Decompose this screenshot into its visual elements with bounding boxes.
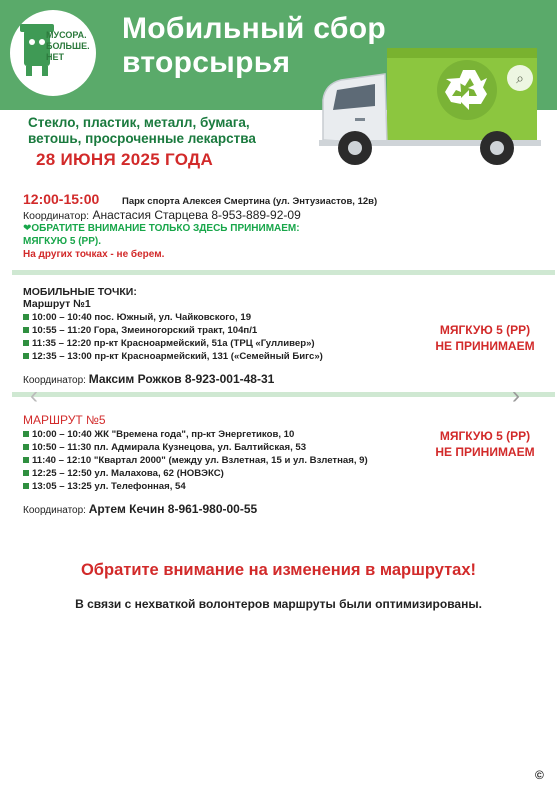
notice-line: МЯГКУЮ 5 (РР). [23,236,101,247]
divider [12,392,555,397]
list-item: 10:00 – 10:40 ЖК "Времена года", пр-кт Энергетиков, 10 [23,428,294,441]
list-item: 10:55 – 11:20 Гора, Змеиногорский тракт, 104п/1 [23,324,257,337]
route1-coordinator: Координатор: Максим Рожков 8-923-001-48-31 [23,372,275,386]
subtitle: Стекло, пластик, металл, бумага, ветошь, просроченные лекарства [28,115,256,146]
chevron-right-icon[interactable]: › [512,382,520,409]
route1-title: Маршрут №1 [23,298,91,310]
fixed-point-place: Парк спорта Алексея Смертина (ул. Энтузиастов, 12в) [122,196,378,207]
mobile-points-title: МОБИЛЬНЫЕ ТОЧКИ: [23,286,137,298]
notice-line: На других точках - не берем. [23,249,165,260]
warning-heading: Обратите внимание на изменения в маршрутах! [80,561,477,579]
list-item: 12:35 – 13:00 пр-кт Красноармейский, 131 («Семейный Бигс») [23,350,323,363]
notice-line: ❤ОБРАТИТЕ ВНИМАНИЕ ТОЛЬКО ЗДЕСЬ ПРИНИМАЕМ: [23,223,300,234]
logo-text: МУСОРА. БОЛЬШЕ. НЕТ [46,30,90,62]
list-item: 11:35 – 12:20 пр-кт Красноармейский, 51а (ТРЦ «Гулливер») [23,337,315,350]
page-title: Мобильный сбор вторсырья [122,12,386,79]
fixed-point-coordinator: Координатор: Анастасия Старцева 8-953-889-92-09 [23,208,301,222]
info-text: В связи с нехваткой волонтеров маршруты были оптимизированы. [75,597,482,611]
truck-icon [315,40,547,170]
fixed-point-time: 12:00-15:00 [23,191,100,207]
list-item: 13:05 – 13:25 ул. Телефонная, 54 [23,480,186,493]
list-item: 11:40 – 12:10 "Квартал 2000" (между ул. Взлетная, 15 и ул. Взлетная, 9) [23,454,368,467]
route1-reject-note: МЯГКУЮ 5 (РР) НЕ ПРИНИМАЕМ [435,323,535,353]
route5-coordinator: Координатор: Артем Кечин 8-961-980-00-55 [23,502,258,516]
list-item: 10:50 – 11:30 пл. Адмирала Кузнецова, ул. Балтийская, 53 [23,441,306,454]
copyright-mark: © [535,768,544,782]
route5-reject-note: МЯГКУЮ 5 (РР) НЕ ПРИНИМАЕМ [435,429,535,459]
list-item: 10:00 – 10:40 пос. Южный, ул. Чайковского, 19 [23,311,251,324]
scan-icon[interactable]: ⌕ [507,65,533,91]
recycle-icon [437,60,497,120]
event-date: 28 ИЮНЯ 2025 ГОДА [36,150,214,169]
list-item: 12:25 – 12:50 ул. Малахова, 62 (НОВЭКС) [23,467,224,480]
route5-title: МАРШРУТ №5 [23,413,106,427]
chevron-left-icon[interactable]: ‹ [30,382,38,409]
divider [12,270,555,275]
